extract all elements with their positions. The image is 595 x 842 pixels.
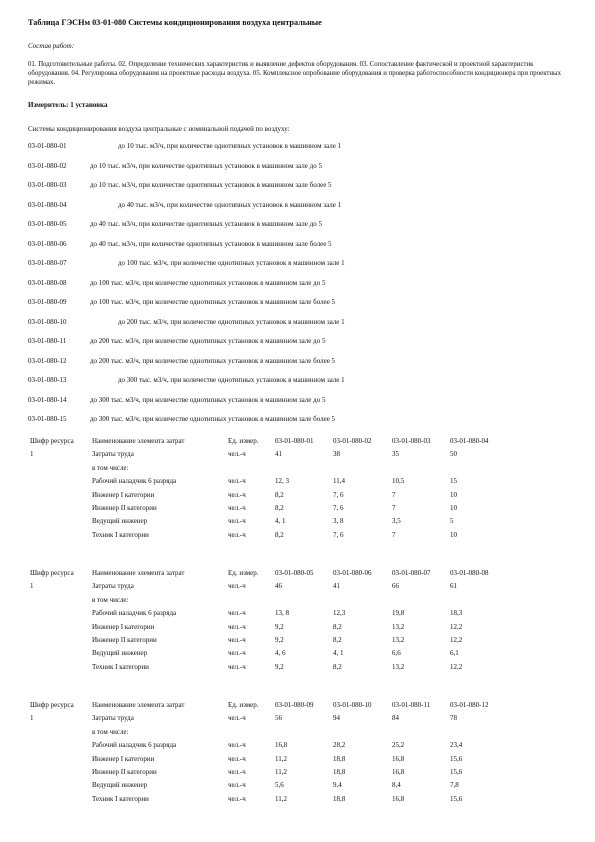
code-number: 03-01-080-04 — [28, 200, 67, 209]
row-value: 15 — [450, 477, 457, 486]
row-value: 25,2 — [392, 741, 405, 750]
row-value: 61 — [450, 582, 457, 591]
row-value: 38 — [333, 450, 340, 459]
row-unit: чел.-ч — [228, 582, 246, 591]
row-unit: чел.-ч — [228, 517, 246, 526]
row-value: 7, 6 — [333, 490, 344, 499]
code-row — [28, 139, 588, 159]
code-row — [28, 412, 588, 432]
col-header-shifr: Шифр ресурса — [30, 701, 74, 709]
code-number: 03-01-080-11 — [28, 337, 67, 345]
code-number: 03-01-080-03 — [28, 181, 67, 189]
row-value: 10 — [450, 503, 457, 512]
row-unit: чел.-ч — [228, 609, 246, 618]
row-unit: чел.-ч — [228, 622, 246, 631]
code-description: до 100 тыс. м3/ч, при количестве однотипных установок в машинном зале 1 — [118, 259, 345, 267]
code-description: до 200 тыс. м3/ч, при количестве однотипных установок в машинном зале более 5 — [90, 356, 336, 365]
code-row — [28, 295, 588, 315]
code-row — [28, 178, 588, 198]
row-value: 18,8 — [333, 754, 346, 763]
row-unit: чел.-ч — [228, 767, 246, 776]
col-header-name: Наименование элемента затрат — [92, 569, 185, 577]
col-header-shifr: Шифр ресурса — [30, 437, 74, 445]
code-description: до 200 тыс. м3/ч, при количестве однотипных установок в машинном зале 1 — [118, 317, 345, 326]
row-unit: чел.-ч — [228, 490, 246, 499]
row-value: 35 — [392, 450, 399, 459]
code-description: до 40 тыс. м3/ч, при количестве однотипных установок в машинном зале более 5 — [90, 239, 332, 248]
row-value: 9,4 — [333, 781, 342, 790]
row-value: 3, 8 — [333, 517, 344, 526]
row-value: 11,2 — [275, 794, 287, 803]
row-value: 16,8 — [392, 767, 405, 776]
code-number: 03-01-080-12 — [28, 356, 67, 365]
code-number: 03-01-080-02 — [28, 161, 67, 170]
row-name: Рабочий наладчик 6 разряда — [92, 477, 177, 486]
code-row — [28, 334, 588, 354]
col-header-unit: Ед. измер. — [228, 701, 259, 709]
row-name: Ведущий инженер — [92, 649, 148, 658]
row-unit: чел.-ч — [228, 477, 246, 486]
row-value: 78 — [450, 714, 457, 723]
code-number: 03-01-080-15 — [28, 415, 67, 423]
row-value: 6,1 — [450, 649, 459, 658]
row-shifr: 1 — [30, 450, 34, 459]
row-value: 41 — [333, 582, 340, 591]
row-value: 10 — [450, 490, 457, 499]
row-unit: чел.-ч — [228, 754, 246, 763]
row-value: 12,2 — [450, 662, 463, 671]
code-number: 03-01-080-07 — [28, 259, 67, 267]
row-value: 12,2 — [450, 622, 463, 631]
row-value: 46 — [275, 582, 282, 591]
row-value: 4, 1 — [275, 517, 286, 526]
code-description: до 300 тыс. м3/ч, при количестве однотипных установок в машинном зале 1 — [118, 376, 345, 384]
row-value: 7, 6 — [333, 503, 344, 512]
col-header-unit: Ед. измер. — [228, 569, 259, 577]
row-name: в том числе: — [92, 463, 129, 472]
code-description: до 40 тыс. м3/ч, при количестве однотипных установок в машинном зале 1 — [118, 200, 342, 209]
row-value: 6,6 — [392, 649, 401, 658]
code-description: до 100 тыс. м3/ч, при количестве однотипных установок в машинном зале более 5 — [90, 298, 336, 306]
row-unit: чел.-ч — [228, 794, 246, 803]
row-value: 7 — [392, 530, 396, 539]
row-value: 11,4 — [333, 477, 345, 486]
row-value: 13,2 — [392, 662, 405, 671]
col-header-code: 03-01-080-05 — [275, 569, 314, 577]
row-value: 9,2 — [275, 662, 284, 671]
row-value: 5,6 — [275, 781, 284, 790]
col-header-shifr: Шифр ресурса — [30, 569, 74, 577]
row-name: Инженер I категории — [92, 622, 155, 631]
row-value: 16,8 — [275, 741, 288, 750]
row-value: 8,2 — [275, 490, 284, 499]
row-value: 8,2 — [275, 503, 284, 512]
row-name: Затраты труда — [92, 450, 134, 459]
row-value: 13,2 — [392, 635, 405, 644]
row-name: Техник I категории — [92, 662, 149, 671]
row-unit: чел.-ч — [228, 635, 246, 644]
row-shifr: 1 — [30, 714, 34, 723]
col-header-code: 03-01-080-09 — [275, 701, 314, 709]
col-header-code: 03-01-080-08 — [450, 569, 489, 577]
row-name: Рабочий наладчик 6 разряда — [92, 741, 177, 750]
row-unit: чел.-ч — [228, 741, 246, 750]
code-description: до 200 тыс. м3/ч, при количестве однотипных установок в машинном зале до 5 — [90, 337, 326, 345]
row-unit: чел.-ч — [228, 503, 246, 512]
row-value: 18,3 — [450, 609, 463, 618]
code-row — [28, 354, 588, 374]
row-value: 10 — [450, 530, 457, 539]
col-header-code: 03-01-080-11 — [392, 701, 431, 709]
row-value: 4, 1 — [333, 649, 344, 658]
row-name: Рабочий наладчик 6 разряда — [92, 609, 177, 618]
meter-label: Измеритель: 1 установка — [28, 101, 108, 109]
row-value: 12, 3 — [275, 477, 289, 486]
code-description: до 40 тыс. м3/ч, при количестве однотипных установок в машинном зале до 5 — [90, 220, 322, 228]
code-row — [28, 256, 588, 276]
row-value: 4, 6 — [275, 649, 286, 658]
row-value: 13,2 — [392, 622, 405, 631]
code-number: 03-01-080-01 — [28, 142, 67, 150]
col-header-code: 03-01-080-12 — [450, 701, 489, 709]
row-unit: чел.-ч — [228, 649, 246, 658]
row-name: Ведущий инженер — [92, 781, 148, 790]
row-value: 12,3 — [333, 609, 346, 618]
code-description: до 300 тыс. м3/ч, при количестве однотипных установок в машинном зале до 5 — [90, 395, 326, 404]
code-row — [28, 159, 588, 179]
code-row — [28, 373, 588, 393]
code-number: 03-01-080-09 — [28, 298, 67, 306]
row-value: 15,6 — [450, 767, 463, 776]
systems-intro: Системы кондиционирования воздуха центральные с номинальной подачей по воздуху: — [28, 125, 290, 133]
col-header-code: 03-01-080-02 — [333, 437, 372, 445]
row-value: 7 — [392, 503, 396, 512]
row-value: 23,4 — [450, 741, 463, 750]
code-row — [28, 198, 588, 218]
code-number: 03-01-080-06 — [28, 239, 67, 248]
code-description: до 300 тыс. м3/ч, при количестве однотипных установок в машинном зале более 5 — [90, 415, 336, 423]
composition-label: Состав работ: — [28, 42, 75, 50]
code-list — [28, 139, 588, 432]
code-description: до 100 тыс. м3/ч, при количестве однотипных установок в машинном зале до 5 — [90, 278, 326, 287]
row-value: 8,2 — [333, 622, 342, 631]
col-header-code: 03-01-080-03 — [392, 437, 431, 445]
row-name: в том числе: — [92, 595, 129, 604]
col-header-code: 03-01-080-07 — [392, 569, 431, 577]
row-unit: чел.-ч — [228, 714, 246, 723]
code-number: 03-01-080-08 — [28, 278, 67, 287]
code-row — [28, 315, 588, 335]
code-row — [28, 276, 588, 296]
row-value: 9,2 — [275, 635, 284, 644]
row-value: 11,2 — [275, 767, 287, 776]
row-name: Инженер I категории — [92, 490, 155, 499]
col-header-code: 03-01-080-06 — [333, 569, 372, 577]
row-value: 8,4 — [392, 781, 401, 790]
row-name: Инженер II категории — [92, 767, 157, 776]
row-value: 3,5 — [392, 517, 401, 526]
row-value: 9,2 — [275, 622, 284, 631]
code-number: 03-01-080-05 — [28, 220, 67, 228]
row-value: 28,2 — [333, 741, 346, 750]
row-value: 15,6 — [450, 754, 463, 763]
code-description: до 10 тыс. м3/ч, при количестве однотипных установок в машинном зале более 5 — [90, 181, 332, 189]
col-header-unit: Ед. измер. — [228, 437, 259, 445]
row-value: 18,8 — [333, 767, 346, 776]
col-header-code: 03-01-080-01 — [275, 437, 314, 445]
row-shifr: 1 — [30, 582, 34, 591]
code-row — [28, 237, 588, 257]
row-name: Техник I категории — [92, 794, 149, 803]
row-value: 41 — [275, 450, 282, 459]
row-name: Ведущий инженер — [92, 517, 148, 526]
row-value: 18,8 — [333, 794, 346, 803]
code-number: 03-01-080-13 — [28, 376, 67, 384]
row-unit: чел.-ч — [228, 781, 246, 790]
col-header-name: Наименование элемента затрат — [92, 437, 185, 445]
row-value: 10,5 — [392, 477, 405, 486]
row-value: 16,8 — [392, 754, 405, 763]
row-value: 15,6 — [450, 794, 463, 803]
col-header-code: 03-01-080-10 — [333, 701, 372, 709]
row-unit: чел.-ч — [228, 662, 246, 671]
row-unit: чел.-ч — [228, 450, 246, 459]
code-number: 03-01-080-10 — [28, 317, 67, 326]
row-name: Инженер II категории — [92, 503, 157, 512]
row-value: 12,2 — [450, 635, 463, 644]
code-row — [28, 393, 588, 413]
row-value: 84 — [392, 714, 399, 723]
row-value: 11,2 — [275, 754, 287, 763]
code-description: до 10 тыс. м3/ч, при количестве однотипных установок в машинном зале до 5 — [90, 161, 322, 170]
row-value: 5 — [450, 517, 454, 526]
col-header-code: 03-01-080-04 — [450, 437, 489, 445]
row-value: 13, 8 — [275, 609, 289, 618]
code-number: 03-01-080-14 — [28, 395, 67, 404]
row-name: Инженер I категории — [92, 754, 155, 763]
row-value: 50 — [450, 450, 457, 459]
row-value: 19,8 — [392, 609, 405, 618]
col-header-name: Наименование элемента затрат — [92, 701, 185, 709]
row-name: Затраты труда — [92, 714, 134, 723]
row-value: 16,8 — [392, 794, 405, 803]
row-value: 66 — [392, 582, 399, 591]
composition-text: 01. Подготовительные работы. 02. Определение технических характеристик и выявление дефектов оборудования. 03. Сопоставление фактической и проектной характеристик оборудования. 04. Регулировка оборудования на проектные расходы воздуха. 05. Комплексное опробование оборудования и проверка работоспособности кондиционера при проектных режимах. — [28, 61, 561, 87]
row-value: 7 — [392, 490, 396, 499]
row-value: 8,2 — [333, 635, 342, 644]
row-value: 8,2 — [333, 662, 342, 671]
row-value: 7,8 — [450, 781, 459, 790]
row-name: Затраты труда — [92, 582, 134, 591]
row-value: 7, 6 — [333, 530, 344, 539]
row-value: 56 — [275, 714, 282, 723]
row-unit: чел.-ч — [228, 530, 246, 539]
row-name: Инженер II категории — [92, 635, 157, 644]
code-description: до 10 тыс. м3/ч, при количестве однотипных установок в машинном зале 1 — [118, 142, 342, 150]
page-title: Таблица ГЭСНм 03-01-080 Системы кондиционирования воздуха центральные — [28, 18, 322, 27]
row-value: 8,2 — [275, 530, 284, 539]
row-name: Техник I категории — [92, 530, 149, 539]
code-row — [28, 217, 588, 237]
row-name: в том числе: — [92, 727, 129, 736]
row-value: 94 — [333, 714, 340, 723]
